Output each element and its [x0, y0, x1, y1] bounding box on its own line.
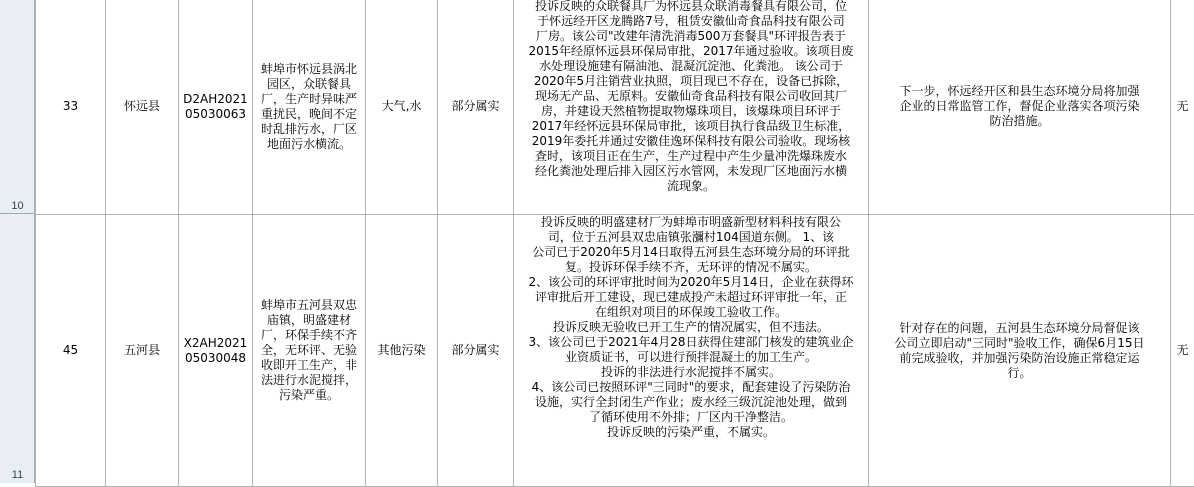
- address-value: 蚌埠市怀远县涡北 园区，众联餐具 厂，生产时异味严 重扰民，晚间不定 时乱排污水，厂区 地面污水横流。: [261, 62, 357, 151]
- cell-county[interactable]: [106, 0, 179, 215]
- row-number: 11: [0, 469, 35, 481]
- code-value: X2AH2021 05030048: [184, 336, 248, 365]
- cell-pollution-type[interactable]: [366, 215, 438, 487]
- row-header-11[interactable]: [0, 214, 35, 483]
- cell-pollution-type[interactable]: [366, 0, 438, 215]
- table-row: [36, 0, 1194, 215]
- detail-value: 投诉反映的明盛建材厂为蚌埠市明盛新型材料科技有限公 司，位于五河县双忠庙镇张瀰村104国道东侧。 1、该 公司已于2020年5月14日取得五河县生态环境分局的环评批 复。投诉环保手续不齐，无环评的情况不属实。 2、该公司的环评审批时间为2020年5月14日，企业在获得环 评审批后开工建设，现已建成投产未超过环评审批一年，正 在组织对项目的环保竣工验收工作。 投诉反映无验收已开工生产的情况属实，但不违法。 3、该公司已于2021年4月28日获得住建部门核发的建筑业企 业资质证书，可以进行预拌混凝土的加工生产。 投诉的非法进行水泥搅拌不属实。 4、该公司已按照环评"三同时"的要求，配套建设了污染防治 设施，实行全封闭生产作业；废水经三级沉淀池处理，做到 了循环使用不外排；厂区内干净整洁。 投诉反映的污染严重，不属实。: [517, 215, 865, 440]
- accountability-value: 无: [1176, 99, 1188, 113]
- row-header-10[interactable]: [0, 0, 35, 214]
- data-table: [35, 0, 1194, 487]
- code-value: D2AH2021 05030063: [183, 92, 248, 121]
- county-value: 怀远县: [124, 99, 160, 113]
- cell-rectification[interactable]: [869, 0, 1171, 215]
- table-row: [36, 215, 1194, 487]
- cell-verdict[interactable]: [438, 215, 514, 487]
- cell-seq[interactable]: [36, 215, 106, 487]
- cell-code[interactable]: [179, 0, 253, 215]
- cell-county[interactable]: [106, 215, 179, 487]
- cell-seq[interactable]: [36, 0, 106, 215]
- rectification-value: 针对存在的问题，五河县生态环境分局督促该 公司立即启动"三同时"验收工作，确保6月15日 前完成验收，并加强污染防治设施正常稳定运 行。: [895, 321, 1145, 380]
- cell-address[interactable]: [253, 215, 366, 487]
- accountability-value: 无: [1176, 343, 1188, 357]
- cell-detail[interactable]: [514, 0, 869, 215]
- verdict-value: 部分属实: [451, 343, 499, 357]
- cell-detail[interactable]: [514, 215, 869, 487]
- cell-code[interactable]: [179, 215, 253, 487]
- county-value: 五河县: [124, 343, 160, 357]
- rectification-value: 下一步，怀远经开区和县生态环境分局将加强 企业的日常监管工作，督促企业落实各项污染 防治措施。: [899, 84, 1139, 128]
- address-value: 蚌埠市五河县双忠 庙镇，明盛建材 厂，环保手续不齐 全，无环评、无验 收即开工生产，非 法进行水泥搅拌， 污染严重。: [261, 298, 357, 402]
- pollution-type-value: 大气,水: [382, 99, 422, 113]
- cell-address[interactable]: [253, 0, 366, 215]
- pollution-type-value: 其他污染: [377, 343, 425, 357]
- cell-accountability[interactable]: [1171, 0, 1194, 215]
- cell-accountability[interactable]: [1171, 215, 1194, 487]
- detail-value: 投诉反映的众联餐具厂为怀远县众联消毒餐具有限公司，位 于怀远经开区龙腾路7号，租赁安徽仙奇食品科技有限公司 厂房。该公司"改建年清洗消毒500万套餐具"环评报告表于 2015年经原怀远县环保局审批，2017年通过验收。该项目废 水处理设施建有隔油池、混凝沉淀池、化粪池。 该公司于 2020年5月注销营业执照，项目现已不存在，设备已拆除， 现场无产品、无原料。安徽仙奇食品科技有限公司收回其厂 房，并建设天然植物提取物爆珠项目，该爆珠项目环评于 2017年经怀远县环保局审批，该项目执行食品级卫生标准， 2019年委托并通过安徽佳逸环保科技有限公司验收。现场核 查时，该项目正在生产，生产过程中产生少量冲洗爆珠废水 经化粪池处理后排入园区污水管网，未发现厂区地面污水横 流现象。: [517, 0, 865, 194]
- cell-rectification[interactable]: [869, 215, 1171, 487]
- row-number: 10: [0, 200, 35, 212]
- seq-value: 33: [63, 99, 78, 113]
- verdict-value: 部分属实: [451, 99, 499, 113]
- seq-value: 45: [63, 343, 78, 357]
- cell-verdict[interactable]: [438, 0, 514, 215]
